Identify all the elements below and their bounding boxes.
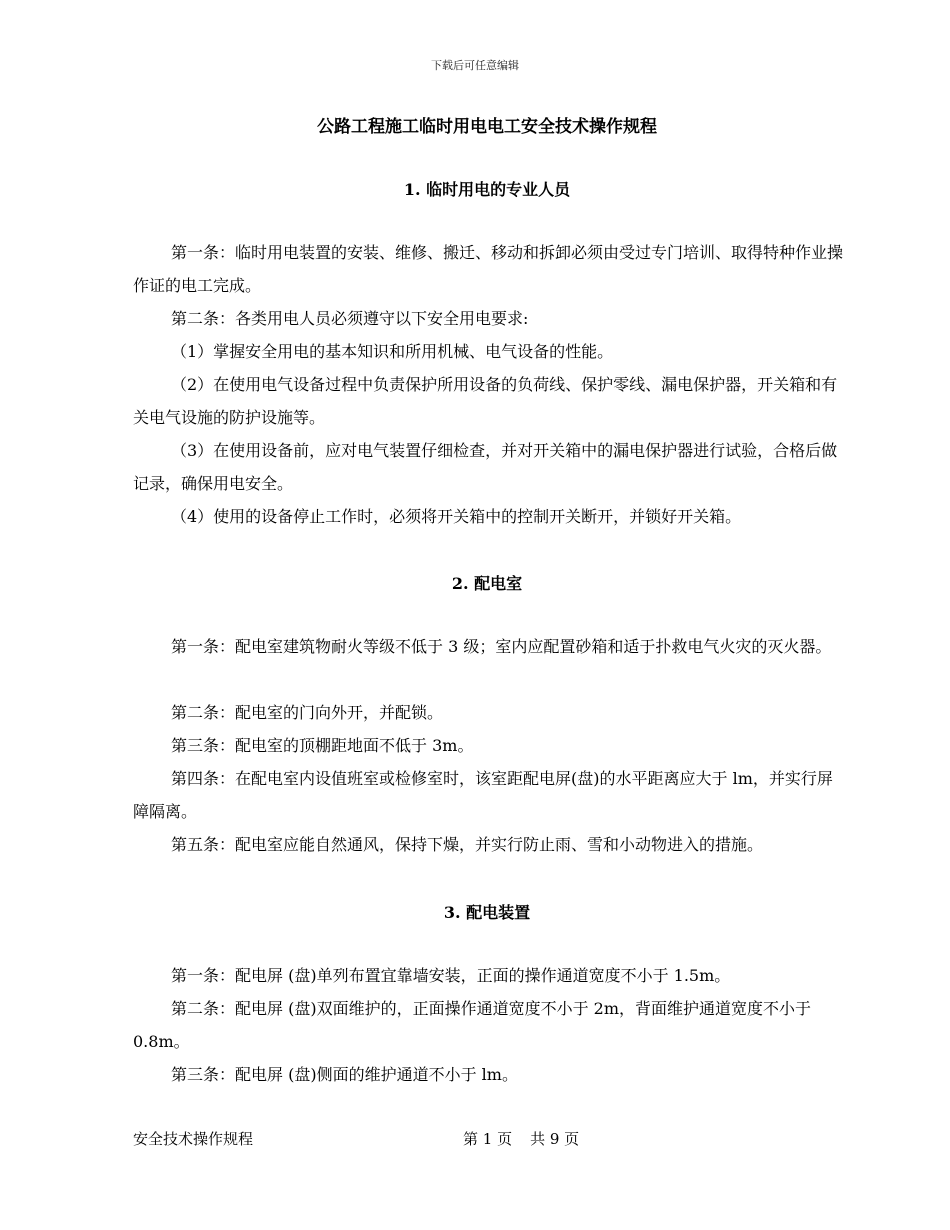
document-title: 公路工程施工临时用电电工安全技术操作规程 bbox=[317, 117, 657, 137]
paragraph: （3）在使用设备前，应对电气装置仔细检查，并对开关箱中的漏电保护器进行试验，合格后做记录，确保用电安全。 bbox=[133, 441, 838, 493]
paragraph: 第五条：配电室应能自然通风，保持下燥，并实行防止雨、雪和小动物进入的措施。 bbox=[171, 835, 764, 854]
section-heading: 1. 临时用电的专业人员 bbox=[403, 180, 571, 199]
section-heading-2-wrap bbox=[0, 571, 950, 594]
page-footer bbox=[133, 1128, 848, 1150]
page-total: 共 9 页 bbox=[530, 1130, 580, 1148]
paragraph: 第二条：配电室的门向外开，并配锁。 bbox=[171, 703, 444, 722]
paragraph: （2）在使用电气设备过程中负责保护所用设备的负荷线、保护零线、漏电保护器，开关箱和有关电气设施的防护设施等。 bbox=[133, 375, 838, 427]
paragraph: （4）使用的设备停止工作时，必须将开关箱中的控制开关断开，并锁好开关箱。 bbox=[171, 507, 742, 526]
paragraph: 第一条：临时用电装置的安装、维修、搬迁、移动和拆卸必须由受过专门培训、取得特种作业操作证的电工完成。 bbox=[133, 243, 844, 295]
paragraph: （1）掌握安全用电的基本知识和所用机械、电气设备的性能。 bbox=[171, 342, 614, 361]
section-heading-1-wrap bbox=[0, 177, 950, 200]
header-note: 下载后可任意编辑 bbox=[431, 59, 519, 72]
paragraph: 第二条：各类用电人员必须遵守以下安全用电要求: bbox=[171, 309, 529, 328]
section-heading: 2. 配电室 bbox=[451, 574, 523, 593]
paragraph: 第三条：配电屏 (盘)侧面的维护通道不小于 lm。 bbox=[171, 1065, 518, 1084]
footer-doc-name: 安全技术操作规程 bbox=[133, 1130, 254, 1148]
paragraph: 第三条：配电室的顶棚距地面不低于 3m。 bbox=[171, 736, 474, 755]
paragraph: 第一条：配电室建筑物耐火等级不低于 3 级；室内应配置砂箱和适于扑救电气火灾的灭火器。 bbox=[171, 637, 832, 656]
paragraph: 第四条：在配电室内设值班室或检修室时，该室距配电屏(盘)的水平距离应大于 lm，并实行屏障隔离。 bbox=[133, 769, 833, 821]
section-heading: 3. 配电装置 bbox=[443, 903, 531, 922]
section-heading-3-wrap bbox=[0, 900, 950, 923]
page-number bbox=[463, 1128, 597, 1149]
paragraph: 第二条：配电屏 (盘)双面维护的，正面操作通道宽度不小于 2m，背面维护通道宽度不小于 0.8m。 bbox=[133, 999, 812, 1051]
page-current: 第 1 页 bbox=[463, 1130, 513, 1148]
paragraph: 第一条：配电屏 (盘)单列布置宜靠墙安装，正面的操作通道宽度不小于 1.5m。 bbox=[171, 966, 731, 985]
